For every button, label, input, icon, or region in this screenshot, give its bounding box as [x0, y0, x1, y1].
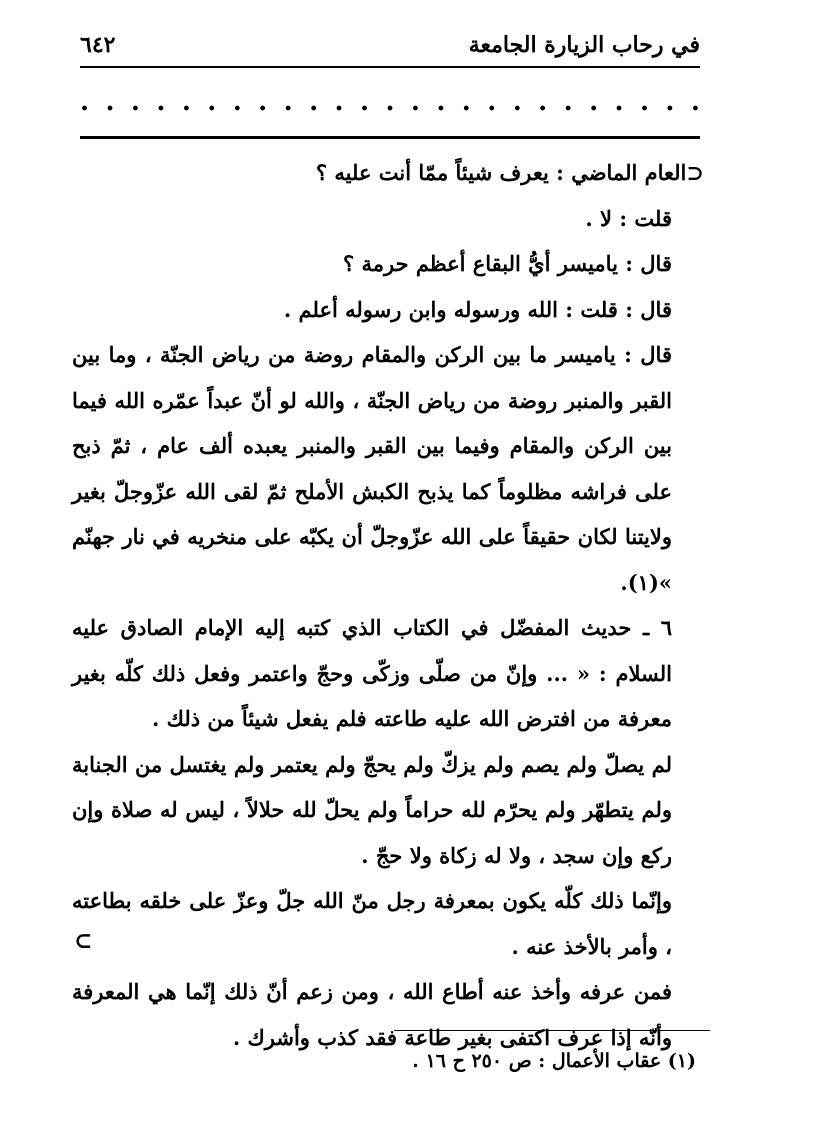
paragraph-6: ٦ ـ حديث المفضّل في الكتاب الذي كتبه إليه الإمام الصادق عليه السلام : « ... وإنّ من صلّى وزكّى وحجّ واعتمر وفعل ذلك كلّه بغير معرفة من افترض الله عليه طاعته فلم يفعل شيئاً من ذلك . — [72, 615, 672, 731]
section-rule — [80, 136, 700, 139]
paragraph-8: وإنّما ذلك كلّه يكون بمعرفة رجل منّ الله جلّ وعزّ على خلقه بطاعته ، وأمر بالأخذ عنه . — [72, 888, 672, 959]
running-title: في رحاب الزيارة الجامعة — [468, 32, 700, 58]
continuation-open-icon: ⊂ — [686, 160, 704, 185]
running-header — [80, 28, 700, 64]
paragraph-9: فمن عرفه وأخذ عنه أطاع الله ، ومن زعم أنّ ذلك إنّما هي المعرفة وأنّه إذا عرف اكتفى بغير طاعة فقد كذب وأشرك . — [72, 979, 672, 1050]
paragraph-3: قال : ياميسر أيُّ البقاع أعظم حرمة ؟ — [343, 251, 672, 276]
page-number: ٦٤٢ — [80, 32, 116, 58]
paragraph-2: قلت : لا . — [585, 205, 672, 231]
body-text — [72, 150, 704, 1060]
footnote-rule — [394, 1030, 710, 1031]
paragraph-5: قال : ياميسر ما بين الركن والمقام روضة من رياض الجنّة ، وما بين القبر والمنبر روضة من رياض الجنّة ، والله لو أنّ عبداً عمّره الله فيما بين الركن والمقام وفيما بين القبر والمنبر يعبده ألف عام ، ثمّ ذبح على فراشه مظلوماً كما يذبح الكبش الأملح ثمّ لقى الله عزّوجلّ بغير ولايتنا لكان حقيقاً على الله عزّوجلّ أن يكبّه على منخريه في نار جهنّم »(١). — [72, 342, 672, 595]
header-rule — [80, 66, 700, 68]
continuation-close-icon: ⊂ — [74, 928, 93, 954]
dotted-separator: . . . . . . . . . . . . . . . . . . . . . . . . . — [80, 87, 700, 117]
paragraph-4: قال : قلت : الله ورسوله وابن رسوله أعلم . — [283, 296, 672, 322]
paragraph-1: ⊂العام الماضي : يعرف شيئاً ممّا أنت عليه ؟ — [315, 160, 704, 185]
footnote-reference: (١). — [620, 569, 659, 595]
paragraph-7: لم يصلّ ولم يصم ولم يزكّ ولم يحجّ ولم يعتمر ولم يغتسل من الجنابة ولم يتطهّر ولم يحرّم لله حراماً ولم يحلّ لله حلالاً ، ليس له صلاة وإن ركع وإن سجد ، ولا له زكاة ولا حجّ . — [72, 751, 672, 868]
footnote: (١) عقاب الأعمال : ص ٢٥٠ ح ١٦ . — [412, 1050, 696, 1072]
